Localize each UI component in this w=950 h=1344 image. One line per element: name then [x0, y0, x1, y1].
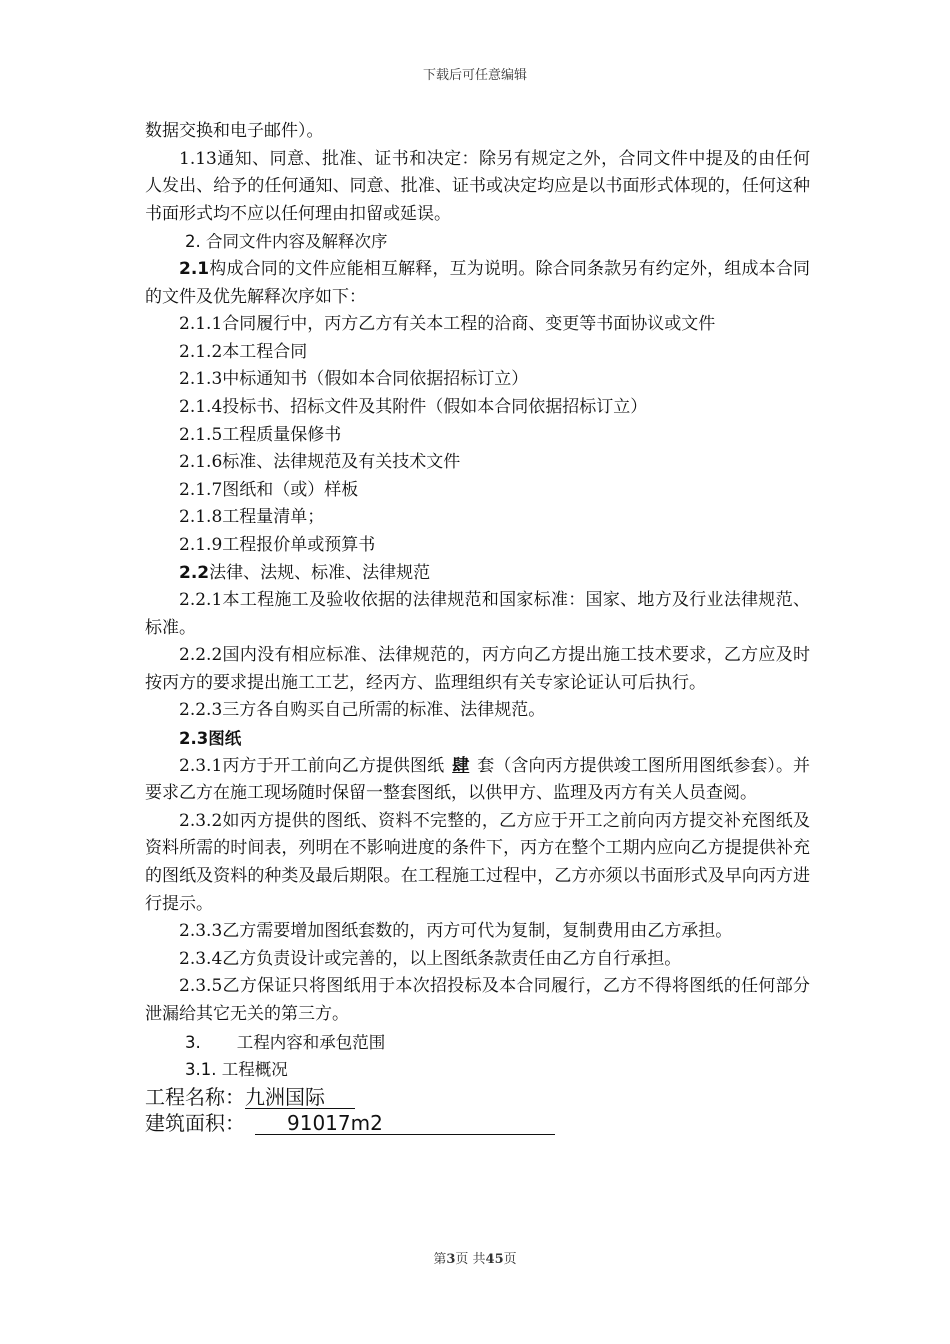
list-item: 2.1.1合同履行中，丙方乙方有关本工程的洽商、变更等书面协议或文件: [179, 314, 716, 335]
list-item: 2.1.4投标书、招标文件及其附件（假如本合同依据招标订立）: [179, 396, 648, 417]
project-name-label: 工程名称：: [145, 1084, 245, 1109]
building-area-line: [145, 1110, 810, 1136]
list-item: 2.1.7图纸和（或）样板: [179, 479, 359, 500]
list-item: 2.1.3中标通知书（假如本合同依据招标订立）: [179, 369, 529, 390]
clause-2-2-2: 2.2.2国内没有相应标准、法律规范的，丙方向乙方提出施工技术要求，乙方应及时按丙方的要求提出施工工艺，经丙方、监理组织有关专家论证认可后执行。: [145, 645, 810, 693]
list-item: 2.1.9工程报价单或预算书: [179, 534, 376, 555]
current-page-number: 3: [446, 1252, 456, 1267]
clause-2-2-3: 2.2.3三方各自购买自己所需的标准、法律规范。: [179, 700, 546, 721]
document-body: [145, 118, 810, 1136]
footer-suffix: 页: [503, 1252, 517, 1267]
footer-prefix: 第: [433, 1252, 447, 1267]
clause-2-3-4: 2.3.4乙方负责设计或完善的，以上图纸条款责任由乙方自行承担。: [179, 948, 682, 969]
clause-text: 套（含向丙方提供竣工图所用图纸参套）。并要求乙方在施工现场随时保留一整套图纸，以供甲方、监理及丙方有关人员查阅。: [145, 755, 811, 804]
paragraph: 数据交换和电子邮件）。: [145, 121, 324, 141]
subsection-heading-2-3: 2.3图纸: [179, 729, 242, 749]
clause-2-3-2: 2.3.2如丙方提供的图纸、资料不完整的，乙方应于开工之前向丙方提交补充图纸及资料所需的时间表，列明在不影响进度的条件下，丙方在整个工期内应向乙方提提供补充的图纸及资料的种类及最后期限。在工程施工过程中，乙方亦须以书面形式及早向丙方进行提示。: [145, 810, 810, 914]
clause-2-1: [145, 256, 810, 311]
clause-2-3-5: 2.3.5乙方保证只将图纸用于本次招投标及本合同履行，乙方不得将图纸的任何部分泄漏给其它无关的第三方。: [145, 976, 810, 1024]
section-heading-3: [145, 1029, 810, 1057]
clause-text: 法律、法规、标准、法律规范: [209, 562, 431, 583]
clause-2-3-3: 2.3.3乙方需要增加图纸套数的，丙方可代为复制，复制费用由乙方承担。: [179, 921, 733, 942]
list-item: 2.1.2本工程合同: [179, 341, 308, 362]
filled-blank: 肆: [452, 755, 470, 776]
footer-mid: 页 共: [455, 1252, 486, 1267]
clause-text: 构成合同的文件应能相互解释，互为说明。除合同条款另有约定外，组成本合同的文件及优先解释次序如下：: [145, 258, 810, 307]
building-area-label: 建筑面积：: [145, 1110, 245, 1135]
list-item: 2.1.6标准、法律规范及有关技术文件: [179, 452, 461, 473]
total-page-number: 45: [485, 1252, 504, 1267]
page-header: 下载后可任意编辑: [422, 68, 527, 83]
project-name-line: [145, 1084, 810, 1110]
project-name-value: 九洲国际: [245, 1086, 355, 1109]
clause-text: 2.3.1丙方于开工前向乙方提供图纸: [179, 755, 445, 776]
page-footer: [0, 1248, 950, 1267]
section-heading-2: 2. 合同文件内容及解释次序: [185, 232, 388, 252]
list-item: 2.1.5工程质量保修书: [179, 424, 342, 445]
clause-2-2-1: 2.2.1本工程施工及验收依据的法律规范和国家标准：国家、地方及行业法律规范、标准。: [145, 590, 810, 638]
clause-2-3-1: [145, 753, 810, 808]
subsection-heading-3-1: 3.1. 工程概况: [185, 1060, 288, 1080]
clause-number: 2.2: [179, 562, 210, 583]
heading-number: 3.: [185, 1032, 201, 1052]
clause-1-13: 1.13通知、同意、批准、证书和决定：除另有规定之外，合同文件中提及的由任何人发出、给予的任何通知、同意、批准、证书或决定均应是以书面形式体现的，任何这种书面形式均不应以任何理由扣留或延误。: [145, 148, 810, 224]
clause-2-2: [145, 560, 810, 588]
clause-number: 2.1: [179, 258, 210, 279]
building-area-value: 91017m2: [255, 1112, 555, 1135]
list-item: 2.1.8工程量清单；: [179, 507, 325, 528]
heading-text: 工程内容和承包范围: [236, 1032, 386, 1052]
